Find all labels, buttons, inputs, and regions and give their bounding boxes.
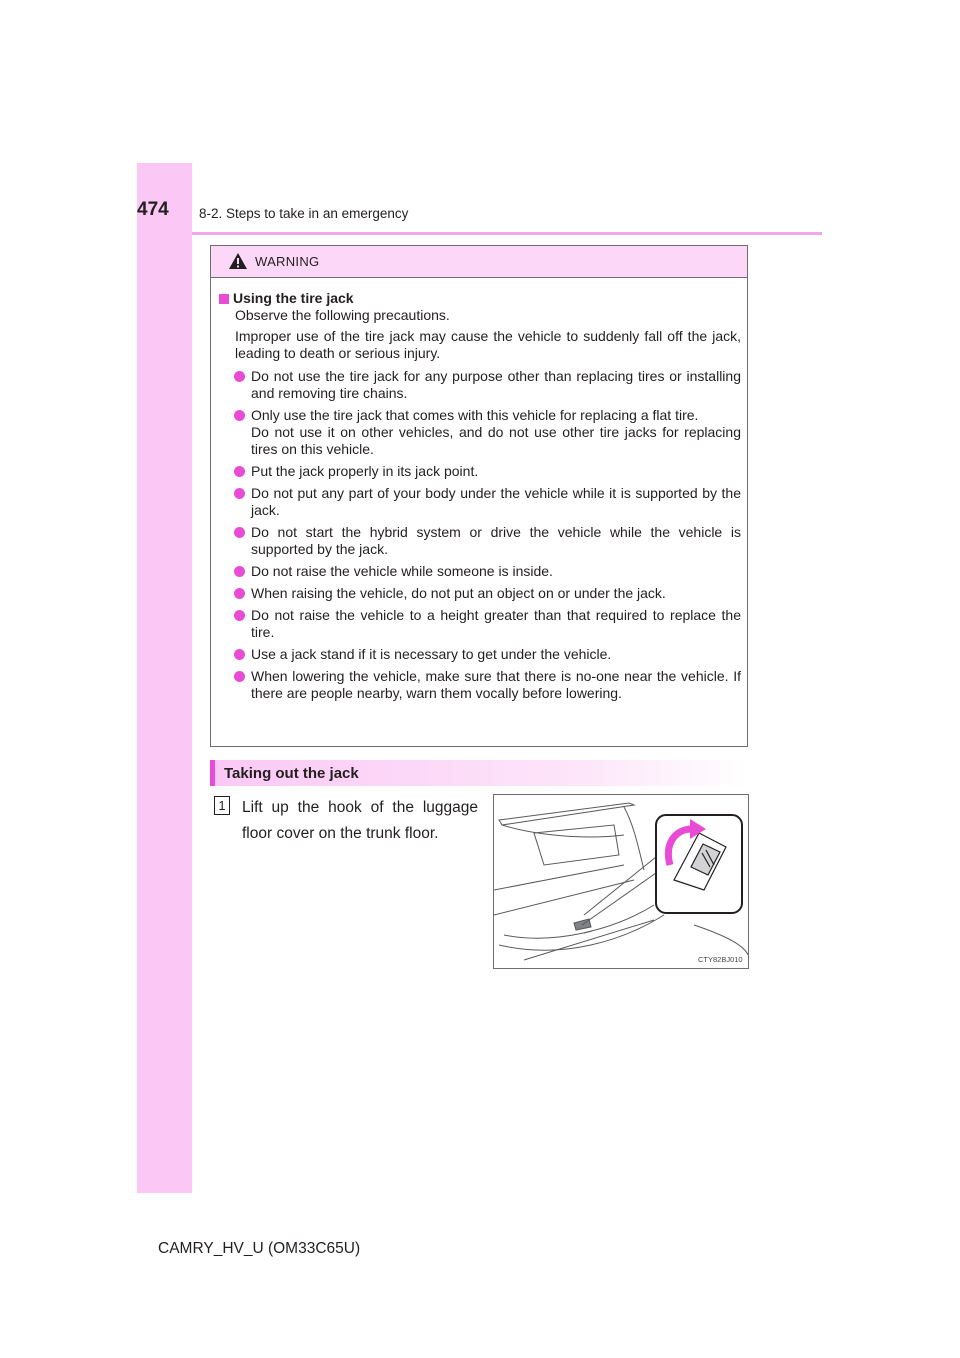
step-number: 1 bbox=[214, 796, 230, 815]
side-tab-band bbox=[137, 163, 192, 1193]
warning-body bbox=[211, 278, 747, 702]
circle-bullet-icon bbox=[234, 610, 245, 621]
circle-bullet-icon bbox=[234, 488, 245, 499]
square-bullet-icon bbox=[219, 294, 229, 304]
warning-item bbox=[219, 585, 741, 602]
figure-code: CTY82BJ010 bbox=[698, 955, 743, 964]
circle-bullet-icon bbox=[234, 671, 245, 682]
warning-item bbox=[219, 563, 741, 580]
warning-item-text: Do not use the tire jack for any purpose other than replacing tires or installing and removing tire chains. bbox=[251, 368, 741, 401]
warning-item-text: Only use the tire jack that comes with this vehicle for replacing a flat tire. bbox=[251, 407, 699, 423]
warning-item bbox=[219, 368, 741, 402]
warning-label: WARNING bbox=[255, 254, 320, 269]
warning-item-text: Put the jack properly in its jack point. bbox=[251, 463, 479, 479]
warning-heading-text: Using the tire jack bbox=[233, 290, 354, 306]
warning-item bbox=[219, 463, 741, 480]
circle-bullet-icon bbox=[234, 566, 245, 577]
warning-item bbox=[219, 668, 741, 702]
section-heading: Taking out the jack bbox=[224, 765, 359, 782]
circle-bullet-icon bbox=[234, 410, 245, 421]
step-text: Lift up the hook of the luggage floor cover on the trunk floor. bbox=[242, 799, 478, 842]
header-rule bbox=[192, 232, 822, 235]
section-title: 8-2. Steps to take in an emergency bbox=[199, 206, 409, 221]
warning-intro-1: Observe the following precautions. bbox=[235, 307, 450, 323]
warning-item-text: Do not start the hybrid system or drive the vehicle while the vehicle is supported by the jack. bbox=[251, 524, 741, 557]
warning-item-text: Do not put any part of your body under the vehicle while it is supported by the jack. bbox=[251, 485, 741, 518]
warning-item bbox=[219, 607, 741, 641]
warning-item-text: Use a jack stand if it is necessary to get under the vehicle. bbox=[251, 646, 612, 662]
warning-triangle-icon bbox=[228, 252, 248, 270]
warning-header bbox=[211, 246, 747, 278]
warning-item-continuation: Do not use it on other vehicles, and do not use other tire jacks for replacing tires on this vehicle. bbox=[251, 424, 741, 457]
warning-item-text: Do not raise the vehicle while someone is inside. bbox=[251, 563, 553, 579]
document-code: CAMRY_HV_U (OM33C65U) bbox=[158, 1240, 361, 1257]
warning-subheading bbox=[219, 290, 741, 307]
circle-bullet-icon bbox=[234, 649, 245, 660]
warning-item bbox=[219, 485, 741, 519]
page-header bbox=[137, 196, 822, 234]
trunk-floor-illustration bbox=[493, 794, 749, 969]
circle-bullet-icon bbox=[234, 527, 245, 538]
section-heading-bar bbox=[210, 760, 215, 786]
circle-bullet-icon bbox=[234, 466, 245, 477]
warning-item-text: When lowering the vehicle, make sure that there is no-one near the vehicle. If there are people nearby, warn them vocally before lowering. bbox=[251, 668, 741, 701]
warning-box bbox=[210, 245, 748, 747]
warning-item bbox=[219, 407, 741, 458]
warning-item bbox=[219, 524, 741, 558]
warning-item-text: Do not raise the vehicle to a height greater than that required to replace the tire. bbox=[251, 607, 741, 640]
trunk-hook-icon bbox=[494, 795, 748, 968]
warning-item bbox=[219, 646, 741, 663]
circle-bullet-icon bbox=[234, 371, 245, 382]
warning-item-text: When raising the vehicle, do not put an object on or under the jack. bbox=[251, 585, 666, 601]
warning-intro-2: Improper use of the tire jack may cause the vehicle to suddenly fall off the jack, leading to death or serious injury. bbox=[235, 328, 741, 361]
circle-bullet-icon bbox=[234, 588, 245, 599]
page-number: 474 bbox=[137, 199, 169, 220]
